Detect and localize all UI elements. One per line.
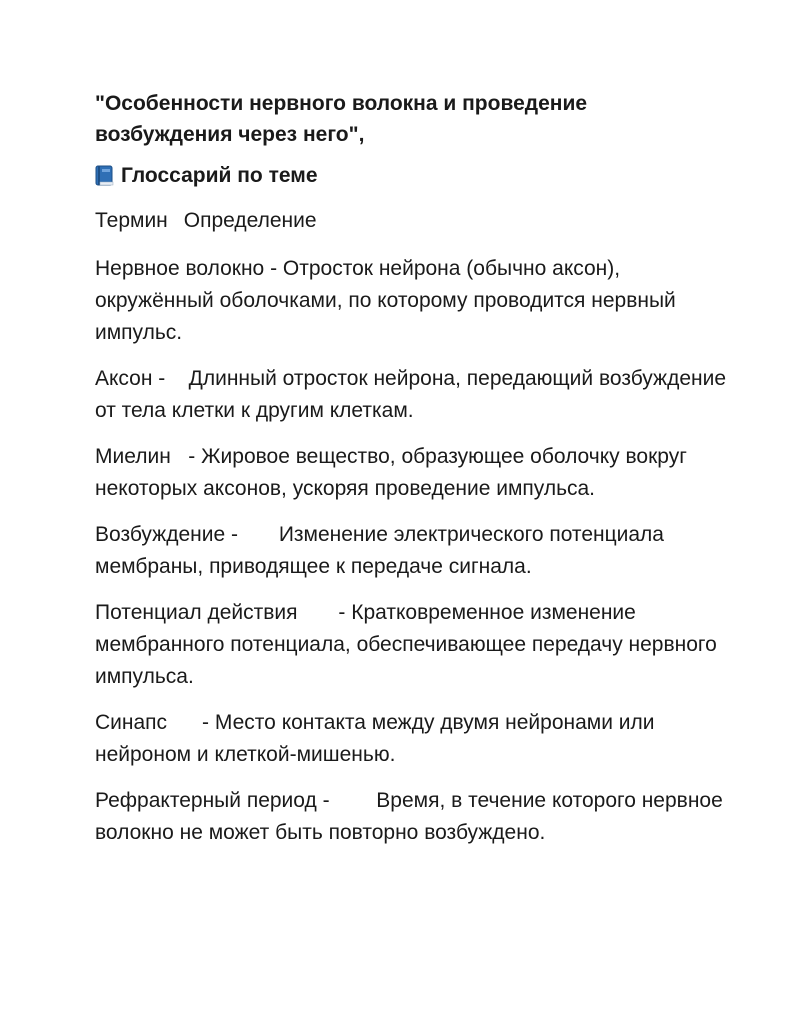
entry-term: Аксон xyxy=(95,367,153,390)
entry-definition: Место контакта между двумя нейронами или нейроном и клеткой-мишенью. xyxy=(95,711,655,766)
entry-definition: Время, в течение которого нервное волокно не может быть повторно возбуждено. xyxy=(95,789,723,844)
glossary-entry xyxy=(95,707,735,771)
entry-term: Потенциал действия xyxy=(95,601,298,624)
glossary-entry xyxy=(95,441,735,505)
entry-term: Нервное волокно xyxy=(95,257,265,280)
glossary-entry xyxy=(95,597,735,693)
entry-term: Миелин xyxy=(95,445,171,468)
title-line-2: возбуждения через него", xyxy=(95,123,365,146)
glossary-list xyxy=(95,253,735,849)
glossary-entry xyxy=(95,519,735,583)
entry-separator: - xyxy=(170,445,202,468)
entry-term: Синапс xyxy=(95,711,168,734)
glossary-heading-text: Глоссарий по теме xyxy=(121,164,318,187)
entry-definition: Изменение электрического потенциала мембраны, приводящее к передаче сигнала. xyxy=(95,523,664,578)
entry-separator: - xyxy=(225,523,279,546)
entry-definition: Жировое вещество, образующее оболочку вокруг некоторых аксонов, ускоряя проведение импульса. xyxy=(95,445,687,500)
column-term: Термин xyxy=(95,209,168,232)
document-title xyxy=(95,88,735,150)
title-line-1: "Особенности нервного волокна и проведение xyxy=(95,92,588,115)
glossary-entry xyxy=(95,253,735,349)
glossary-entry xyxy=(95,363,735,427)
glossary-entry xyxy=(95,785,735,849)
entry-separator: - xyxy=(316,789,377,812)
entry-definition: Длинный отросток нейрона, передающий возбуждение от тела клетки к другим клеткам. xyxy=(95,367,727,422)
entry-separator: - xyxy=(264,257,283,280)
entry-separator: - xyxy=(152,367,189,390)
glossary-heading xyxy=(95,160,735,191)
entry-definition: Отросток нейрона (обычно аксон), окружённый оболочками, по которому проводится нервный импульс. xyxy=(95,257,676,344)
entry-separator: - xyxy=(297,601,352,624)
document-page xyxy=(95,88,735,863)
entry-definition: Кратковременное изменение мембранного потенциала, обеспечивающее передачу нервного импульса. xyxy=(95,601,717,688)
entry-term: Рефрактерный период xyxy=(95,789,317,812)
entry-separator: - xyxy=(167,711,215,734)
glossary-column-header xyxy=(95,205,735,236)
entry-term: Возбуждение xyxy=(95,523,226,546)
book-icon xyxy=(95,165,115,187)
column-definition: Определение xyxy=(183,209,317,232)
